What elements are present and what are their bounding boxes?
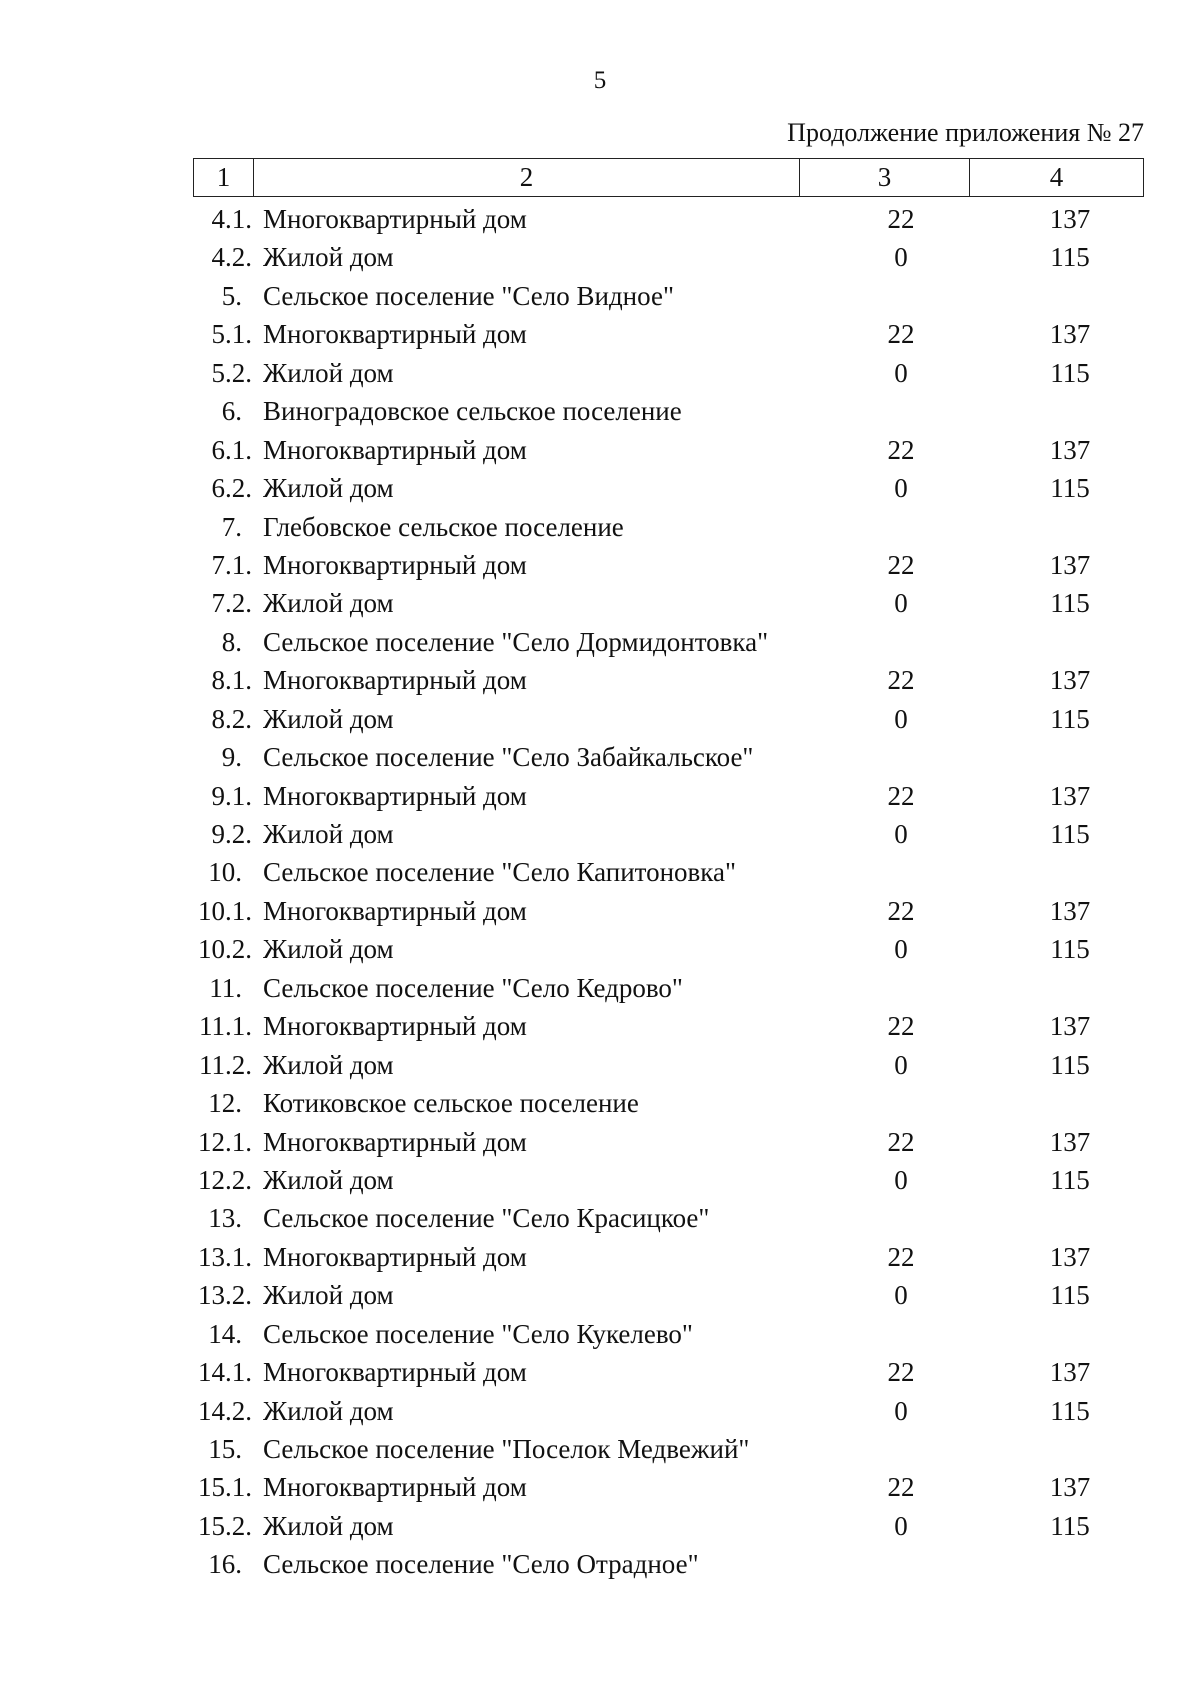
row-column-4-value: 137 [1049, 1357, 1091, 1388]
row-column-3-value: 0 [894, 588, 908, 619]
table-row [0, 1315, 1200, 1353]
column-header-row [194, 159, 1144, 197]
table-row [0, 1046, 1200, 1084]
row-column-4-value: 115 [1050, 819, 1090, 849]
table-row [0, 546, 1200, 584]
table-row [0, 930, 1200, 968]
row-column-4-value: 115 [1050, 703, 1090, 734]
row-column-4-value: 115 [1050, 242, 1090, 273]
table-row [0, 815, 1200, 853]
row-name: Жилой дом [263, 357, 394, 388]
row-column-4-value: 137 [1049, 434, 1091, 465]
row-name: Жилой дом [263, 703, 394, 734]
row-number: 9.1. [211, 780, 252, 811]
table-row [0, 1276, 1200, 1314]
row-number: 15.1. [198, 1472, 252, 1503]
row-number: 8.1. [211, 665, 252, 696]
table-row [0, 431, 1200, 469]
table-row [0, 277, 1200, 315]
row-name: Жилой дом [263, 473, 394, 504]
row-column-3-value: 0 [894, 819, 908, 849]
row-name: Сельское поселение "Поселок Медвежий" [263, 1434, 750, 1464]
row-name: Жилой дом [263, 1049, 394, 1080]
table-row [0, 1353, 1200, 1391]
row-column-3-value: 0 [894, 934, 908, 965]
row-number: 13. [208, 1203, 242, 1234]
row-column-4-value: 115 [1050, 588, 1090, 619]
row-number: 6. [221, 396, 242, 427]
column-header-4: 4 [970, 159, 1144, 197]
row-number: 8. [221, 626, 242, 657]
table-row [0, 584, 1200, 622]
row-column-4-value: 115 [1050, 357, 1090, 388]
row-column-3-value: 0 [894, 1049, 908, 1080]
row-column-3-value: 22 [887, 1126, 915, 1157]
row-column-3-value: 0 [894, 1280, 908, 1311]
row-column-3-value: 0 [894, 1164, 908, 1195]
table-row [0, 508, 1200, 546]
table-row [0, 1161, 1200, 1199]
row-column-4-value: 137 [1049, 1241, 1091, 1272]
row-name: Жилой дом [263, 242, 394, 273]
row-number: 11.2. [199, 1049, 252, 1080]
row-column-3-value: 22 [887, 1357, 915, 1388]
table-row [0, 1123, 1200, 1161]
row-number: 14.1. [198, 1357, 252, 1388]
row-column-4-value: 115 [1050, 1510, 1090, 1541]
row-number: 5.1. [211, 319, 252, 350]
row-name: Жилой дом [263, 1280, 394, 1311]
column-header-1: 1 [194, 159, 254, 197]
row-name: Жилой дом [263, 819, 394, 849]
row-column-3-value: 0 [894, 357, 908, 388]
table-row [0, 1507, 1200, 1545]
table-row [0, 1238, 1200, 1276]
row-column-4-value: 115 [1050, 1280, 1090, 1311]
row-column-3-value: 22 [887, 1472, 915, 1503]
row-name: Многоквартирный дом [263, 780, 527, 811]
row-number: 9. [221, 742, 242, 773]
appendix-note: Продолжение приложения № 27 [787, 118, 1144, 147]
row-name: Сельское поселение "Село Забайкальское" [263, 742, 754, 773]
row-column-4-value: 115 [1050, 1395, 1090, 1426]
row-number: 10.2. [198, 934, 252, 965]
row-column-3-value: 22 [887, 549, 915, 580]
row-column-4-value: 115 [1050, 473, 1090, 504]
row-name: Многоквартирный дом [263, 1357, 527, 1388]
row-number: 13.1. [198, 1241, 252, 1272]
row-name: Многоквартирный дом [263, 665, 527, 696]
column-header-table [193, 158, 1144, 197]
row-number: 12. [208, 1088, 242, 1119]
row-number: 15. [208, 1434, 242, 1464]
table-row [0, 853, 1200, 891]
table-row [0, 892, 1200, 930]
table-row [0, 354, 1200, 392]
row-column-3-value: 22 [887, 1011, 915, 1042]
row-column-3-value: 22 [887, 895, 915, 926]
table-row [0, 469, 1200, 507]
row-number: 4.1. [211, 204, 252, 234]
row-number: 6.2. [211, 473, 252, 504]
row-number: 5. [221, 280, 242, 311]
row-number: 11. [209, 972, 242, 1003]
row-column-4-value: 137 [1049, 549, 1091, 580]
table-row [0, 200, 1200, 238]
row-name: Многоквартирный дом [263, 1126, 527, 1157]
row-number: 12.1. [198, 1126, 252, 1157]
row-column-4-value: 137 [1049, 204, 1091, 234]
row-column-4-value: 115 [1050, 934, 1090, 965]
table-row [0, 1084, 1200, 1122]
table-row [0, 700, 1200, 738]
row-column-3-value: 22 [887, 319, 915, 350]
row-column-3-value: 22 [887, 665, 915, 696]
row-number: 14.2. [198, 1395, 252, 1426]
table-row [0, 315, 1200, 353]
row-name: Многоквартирный дом [263, 895, 527, 926]
table-row [0, 1392, 1200, 1430]
row-name: Жилой дом [263, 588, 394, 619]
column-header-2: 2 [254, 159, 800, 197]
row-number: 13.2. [198, 1280, 252, 1311]
row-number: 8.2. [211, 703, 252, 734]
table-row [0, 738, 1200, 776]
row-number: 14. [208, 1318, 242, 1349]
row-name: Сельское поселение "Село Дормидонтовка" [263, 626, 769, 657]
column-header-3: 3 [800, 159, 970, 197]
row-column-3-value: 22 [887, 204, 915, 234]
row-column-3-value: 22 [887, 1241, 915, 1272]
row-name: Сельское поселение "Село Видное" [263, 280, 674, 311]
row-number: 9.2. [211, 819, 252, 849]
row-name: Сельское поселение "Село Красицкое" [263, 1203, 710, 1234]
row-column-4-value: 137 [1049, 780, 1091, 811]
row-column-4-value: 137 [1049, 1011, 1091, 1042]
row-column-4-value: 137 [1049, 665, 1091, 696]
row-name: Многоквартирный дом [263, 204, 527, 234]
row-number: 7.1. [211, 549, 252, 580]
row-number: 11.1. [199, 1011, 252, 1042]
row-number: 5.2. [211, 357, 252, 388]
row-number: 4.2. [211, 242, 252, 273]
table-row [0, 623, 1200, 661]
table-row [0, 777, 1200, 815]
page-number: 5 [593, 67, 607, 94]
row-column-3-value: 0 [894, 242, 908, 273]
table-row [0, 1430, 1200, 1468]
row-column-4-value: 137 [1049, 1126, 1091, 1157]
row-name: Многоквартирный дом [263, 434, 527, 465]
row-name: Жилой дом [263, 1395, 394, 1426]
row-number: 15.2. [198, 1510, 252, 1541]
row-number: 10.1. [198, 895, 252, 926]
row-name: Котиковское сельское поселение [263, 1088, 639, 1119]
table-body [0, 200, 1200, 1584]
row-column-3-value: 22 [887, 434, 915, 465]
row-number: 10. [208, 857, 242, 888]
table-row [0, 238, 1200, 276]
row-name: Глебовское сельское поселение [263, 511, 624, 542]
row-column-4-value: 137 [1049, 319, 1091, 350]
row-number: 6.1. [211, 434, 252, 465]
table-row [0, 1545, 1200, 1583]
row-name: Жилой дом [263, 1510, 394, 1541]
row-name: Многоквартирный дом [263, 1011, 527, 1042]
table-row [0, 1468, 1200, 1506]
row-column-3-value: 0 [894, 1510, 908, 1541]
row-name: Сельское поселение "Село Капитоновка" [263, 857, 737, 888]
row-name: Виноградовское сельское поселение [263, 396, 682, 427]
row-name: Сельское поселение "Село Отрадное" [263, 1549, 699, 1580]
row-name: Сельское поселение "Село Кукелево" [263, 1318, 693, 1349]
row-column-3-value: 0 [894, 1395, 908, 1426]
table-row [0, 1199, 1200, 1237]
row-name: Многоквартирный дом [263, 1472, 527, 1503]
row-column-4-value: 137 [1049, 895, 1091, 926]
table-row [0, 1007, 1200, 1045]
row-name: Многоквартирный дом [263, 1241, 527, 1272]
row-number: 7. [221, 511, 242, 542]
row-column-3-value: 0 [894, 703, 908, 734]
row-number: 7.2. [211, 588, 252, 619]
table-row [0, 661, 1200, 699]
row-name: Жилой дом [263, 934, 394, 965]
row-column-3-value: 0 [894, 473, 908, 504]
table-row [0, 392, 1200, 430]
row-name: Многоквартирный дом [263, 549, 527, 580]
table-row [0, 969, 1200, 1007]
row-number: 12.2. [198, 1164, 252, 1195]
row-column-4-value: 137 [1049, 1472, 1091, 1503]
row-name: Сельское поселение "Село Кедрово" [263, 972, 683, 1003]
row-column-4-value: 115 [1050, 1164, 1090, 1195]
row-column-3-value: 22 [887, 780, 915, 811]
row-number: 16. [208, 1549, 242, 1580]
row-column-4-value: 115 [1050, 1049, 1090, 1080]
row-name: Многоквартирный дом [263, 319, 527, 350]
row-name: Жилой дом [263, 1164, 394, 1195]
